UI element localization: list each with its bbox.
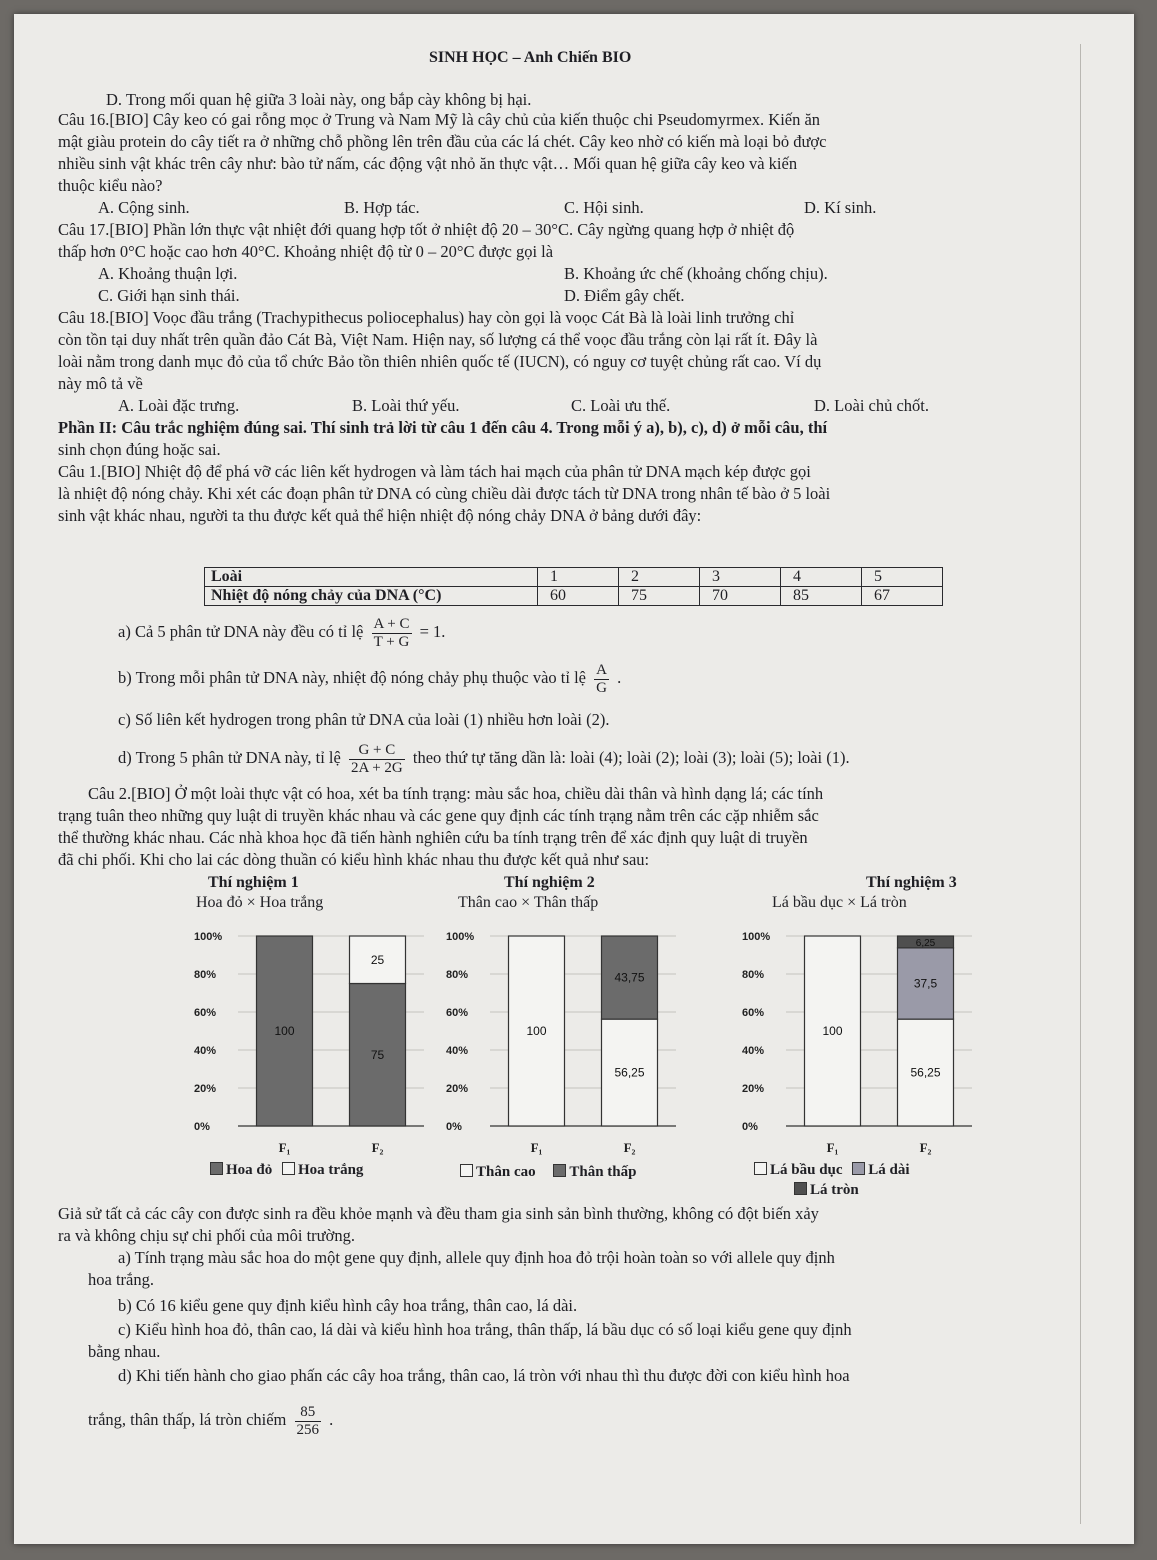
q2-stem-line-4: đã chi phối. Khi cho lai các dòng thuần có kiểu hình khác nhau thu được kết quả như sau:	[58, 850, 650, 869]
y-tick-label: 80%	[446, 969, 469, 981]
q2-note-line-2: ra và không chịu sự chi phối của môi trường.	[58, 1226, 355, 1245]
y-tick-label: 80%	[742, 969, 765, 981]
chart3-legend-row-2	[794, 1182, 859, 1199]
data-label: 25	[370, 952, 385, 967]
y-tick-label: 60%	[446, 1007, 469, 1019]
legend-swatch	[852, 1162, 865, 1175]
legend-label: Lá bầu dục	[770, 1162, 843, 1178]
fraction-numerator: 85	[295, 1404, 322, 1422]
y-tick-label: 60%	[742, 1007, 765, 1019]
chart-svg	[740, 922, 980, 1158]
q1-item-b-end: .	[617, 668, 622, 687]
table-cell: 75	[619, 587, 700, 606]
fraction	[594, 662, 609, 697]
chart1-title: Thí nghiệm 1	[208, 874, 299, 891]
table-cell: 60	[538, 587, 619, 606]
table-cell: 5	[862, 568, 943, 587]
exam-sheet	[14, 14, 1134, 1544]
chart2-subtitle: Thân cao × Thân thấp	[458, 894, 599, 911]
q1-stem-line-2: là nhiệt độ nóng chảy. Khi xét các đoạn phân tử DNA có cùng chiều dài được tách từ DNA trong nhân tế bào ở 5 loài	[58, 484, 831, 503]
q17-option-b: B. Khoảng ức chế (khoảng chống chịu).	[564, 264, 828, 283]
fraction-numerator: G + C	[349, 742, 405, 760]
fraction-numerator: A	[596, 661, 607, 678]
fraction-denominator: 256	[296, 1421, 320, 1438]
y-tick-label: 20%	[446, 1083, 469, 1095]
data-label: 100	[822, 1024, 843, 1038]
q2-item-c-cont: bằng nhau.	[88, 1342, 161, 1361]
q2-stem-line-1: Câu 2.[BIO] Ở một loài thực vật có hoa, xét ba tính trạng: màu sắc hoa, chiều dài thân và hình dạng lá; các tính	[88, 784, 824, 803]
legend-swatch	[754, 1162, 767, 1175]
q15-option-d: D. Trong mối quan hệ giữa 3 loài này, ong bắp cày không bị hại.	[106, 90, 532, 109]
chart2-legend	[460, 1164, 636, 1181]
q1-item-d	[118, 740, 850, 777]
legend-label: Thân cao	[476, 1164, 536, 1180]
q1-stem-line-1: Câu 1.[BIO] Nhiệt độ để phá vỡ các liên kết hydrogen và làm tách hai mạch của phân tử DNA mạch kép được gọi	[58, 462, 811, 481]
table-cell: 4	[781, 568, 862, 587]
dna-melting-table	[204, 567, 943, 606]
x-tick-label: F₂	[371, 1140, 384, 1155]
legend-label: Lá dài	[868, 1162, 910, 1178]
q17-stem-line-1: Câu 17.[BIO] Phần lớn thực vật nhiệt đới quang hợp tốt ở nhiệt độ 20 – 30°C. Cây ngừng quang hợp ở nhiệt độ	[58, 220, 795, 239]
chart1-subtitle: Hoa đỏ × Hoa trắng	[196, 894, 324, 911]
x-tick-label: F₂	[919, 1140, 932, 1155]
q2-item-d-end: .	[329, 1410, 334, 1429]
x-tick-label: F₂	[623, 1140, 636, 1155]
q18-stem-line-3: loài nằm trong danh mục đỏ của tổ chức Bảo tồn thiên nhiên quốc tế (IUCN), có nguy cơ tuyệt chủng rất cao. Ví dụ	[58, 352, 822, 371]
x-tick-label: F₁	[278, 1140, 291, 1155]
q16-option-b: B. Hợp tác.	[344, 198, 420, 217]
table-cell: 67	[862, 587, 943, 606]
chart3-subtitle: Lá bầu dục × Lá tròn	[772, 894, 907, 911]
y-tick-label: 0%	[742, 1121, 758, 1133]
chart-svg	[444, 922, 684, 1158]
legend-swatch	[460, 1164, 473, 1177]
q1-item-d-text: d) Trong 5 phân tử DNA này, tỉ lệ	[118, 748, 341, 767]
q16-option-a: A. Cộng sinh.	[98, 198, 190, 217]
table-row	[205, 587, 943, 606]
table-cell: 85	[781, 587, 862, 606]
data-label: 37,5	[913, 976, 938, 991]
q1-item-c: c) Số liên kết hydrogen trong phân tử DNA của loài (1) nhiều hơn loài (2).	[118, 710, 610, 729]
y-tick-label: 0%	[446, 1121, 462, 1133]
table-header-species: Loài	[205, 568, 538, 587]
fraction	[295, 1404, 322, 1439]
legend-swatch	[282, 1162, 295, 1175]
chart3-title: Thí nghiệm 3	[866, 874, 957, 891]
q16-stem-line-2: mật giàu protein do cây tiết ra ở những chỗ phồng lên trên đầu của các lá chét. Cây keo nhờ có kiến mà loại bỏ được	[58, 132, 827, 151]
q2-stem-line-2: trạng tuân theo những quy luật di truyền khác nhau và các gene quy định các tính trạng nằm trên các cặp nhiễm sắc	[58, 806, 819, 825]
part2-heading-line-1: Phần II: Câu trắc nghiệm đúng sai. Thí sinh trả lời từ câu 1 đến câu 4. Trong mỗi ý a), b), c), d) ở mỗi câu, thí	[58, 418, 828, 437]
part2-heading-line-2: sinh chọn đúng hoặc sai.	[58, 440, 221, 459]
q18-option-d: D. Loài chủ chốt.	[814, 396, 930, 415]
chart3-legend	[754, 1162, 910, 1179]
q17-option-c: C. Giới hạn sinh thái.	[98, 286, 240, 305]
q2-item-a-cont: hoa trắng.	[88, 1270, 154, 1289]
table-cell: 3	[700, 568, 781, 587]
data-label: 56,25	[614, 1065, 645, 1080]
y-tick-label: 0%	[194, 1121, 210, 1133]
fraction	[372, 616, 412, 651]
y-tick-label: 100%	[742, 931, 771, 943]
q2-item-d: d) Khi tiến hành cho giao phấn các cây hoa trắng, thân cao, lá tròn với nhau thì thu được đời con kiểu hình hoa	[118, 1366, 850, 1385]
q18-stem-line-2: còn tồn tại duy nhất trên quần đảo Cát Bà, Việt Nam. Hiện nay, số lượng cá thể voọc đầu trắng còn lại rất ít. Đây là	[58, 330, 818, 349]
q1-item-a-end: = 1.	[419, 622, 446, 641]
chart-experiment-1	[192, 922, 432, 1158]
table-cell: 2	[619, 568, 700, 587]
q17-stem-line-2: thấp hơn 0°C hoặc cao hơn 40°C. Khoảng nhiệt độ từ 0 – 20°C được gọi là	[58, 242, 554, 261]
q16-stem-line-4: thuộc kiểu nào?	[58, 176, 163, 195]
q18-option-b: B. Loài thứ yếu.	[352, 396, 460, 415]
fraction-denominator: T + G	[373, 633, 410, 650]
q18-stem-line-1: Câu 18.[BIO] Voọc đầu trắng (Trachypithecus poliocephalus) hay còn gọi là voọc Cát Bà là loài linh trưởng chỉ	[58, 308, 795, 327]
data-label: 43,75	[614, 970, 645, 985]
q18-stem-line-4: này mô tả về	[58, 374, 143, 393]
q16-stem-line-3: nhiều sinh vật khác trên cây như: bào tử nấm, các động vật nhỏ ăn thực vật… Mối quan hệ giữa cây keo và kiến	[58, 154, 798, 173]
chart-svg	[192, 922, 432, 1158]
table-row	[205, 568, 943, 587]
legend-label: Hoa trắng	[298, 1162, 364, 1178]
q1-stem-line-3: sinh vật khác nhau, người ta thu được kết quả thể hiện nhiệt độ nóng chảy DNA ở bảng dưới đây:	[58, 506, 702, 525]
fraction	[349, 742, 405, 777]
y-tick-label: 40%	[742, 1045, 765, 1057]
data-label: 100	[526, 1024, 547, 1038]
q17-option-a: A. Khoảng thuận lợi.	[98, 264, 238, 283]
y-tick-label: 60%	[194, 1007, 217, 1019]
y-tick-label: 40%	[446, 1045, 469, 1057]
fraction-numerator: A + C	[373, 615, 410, 632]
q2-item-b: b) Có 16 kiểu gene quy định kiểu hình cây hoa trắng, thân cao, lá dài.	[118, 1296, 578, 1315]
q2-note-line-1: Giả sử tất cả các cây con được sinh ra đều khỏe mạnh và đều tham gia sinh sản bình thường, không có đột biến xảy	[58, 1204, 819, 1223]
data-label: 100	[274, 1024, 295, 1038]
q16-option-c: C. Hội sinh.	[564, 198, 644, 217]
q18-option-a: A. Loài đặc trưng.	[118, 396, 240, 415]
q2-item-d-cont	[88, 1400, 333, 1440]
q2-item-a: a) Tính trạng màu sắc hoa do một gene quy định, allele quy định hoa đỏ trội hoàn toàn so với allele quy định	[118, 1248, 835, 1267]
y-tick-label: 40%	[194, 1045, 217, 1057]
q2-item-d-text: trắng, thân thấp, lá tròn chiếm	[88, 1410, 287, 1429]
data-label: 75	[370, 1047, 385, 1062]
legend-swatch	[794, 1182, 807, 1195]
table-header-temperature: Nhiệt độ nóng chảy của DNA (°C)	[205, 587, 538, 606]
chart2-title: Thí nghiệm 2	[504, 874, 595, 891]
fraction-denominator: 2A + 2G	[350, 759, 403, 776]
page-header: SINH HỌC – Anh Chiến BIO	[429, 49, 632, 66]
legend-label: Thân thấp	[569, 1164, 637, 1180]
q1-item-b-text: b) Trong mỗi phân tử DNA này, nhiệt độ nóng chảy phụ thuộc vào tỉ lệ	[118, 668, 586, 687]
table-cell: 70	[700, 587, 781, 606]
q2-item-c: c) Kiểu hình hoa đỏ, thân cao, lá dài và kiểu hình hoa trắng, thân thấp, lá bầu dục có số loại kiểu gene quy định	[118, 1320, 852, 1339]
q2-stem-line-3: thể thường khác nhau. Các nhà khoa học đã tiến hành nghiên cứu ba tính trạng trên để xác định quy luật di truyền	[58, 828, 808, 847]
q16-option-d: D. Kí sinh.	[804, 198, 877, 217]
y-tick-label: 100%	[194, 931, 223, 943]
q1-item-b	[118, 660, 621, 697]
legend-label: Hoa đỏ	[226, 1162, 273, 1178]
q17-option-d: D. Điểm gây chết.	[564, 286, 685, 305]
y-tick-label: 100%	[446, 931, 475, 943]
y-tick-label: 20%	[194, 1083, 217, 1095]
chart1-legend	[210, 1162, 363, 1179]
fraction-denominator: G	[596, 679, 607, 696]
legend-swatch	[553, 1164, 566, 1177]
q1-item-a	[118, 614, 445, 651]
y-tick-label: 20%	[742, 1083, 765, 1095]
table-cell: 1	[538, 568, 619, 587]
data-label: 6,25	[915, 937, 936, 949]
x-tick-label: F₁	[826, 1140, 839, 1155]
q1-item-a-text: a) Cả 5 phân tử DNA này đều có tỉ lệ	[118, 622, 364, 641]
legend-label: Lá tròn	[810, 1182, 859, 1198]
chart-experiment-2	[444, 922, 684, 1158]
q1-item-d-end: theo thứ tự tăng dần là: loài (4); loài (2); loài (3); loài (5); loài (1).	[412, 748, 850, 767]
q16-stem-line-1: Câu 16.[BIO] Cây keo có gai rỗng mọc ở Trung và Nam Mỹ là cây chủ của kiến thuộc chi Pseudomyrmex. Kiến ăn	[58, 110, 821, 129]
x-tick-label: F₁	[530, 1140, 543, 1155]
q18-option-c: C. Loài ưu thế.	[571, 396, 671, 415]
data-label: 56,25	[910, 1065, 941, 1080]
legend-swatch	[210, 1162, 223, 1175]
chart-experiment-3	[740, 922, 980, 1158]
y-tick-label: 80%	[194, 969, 217, 981]
